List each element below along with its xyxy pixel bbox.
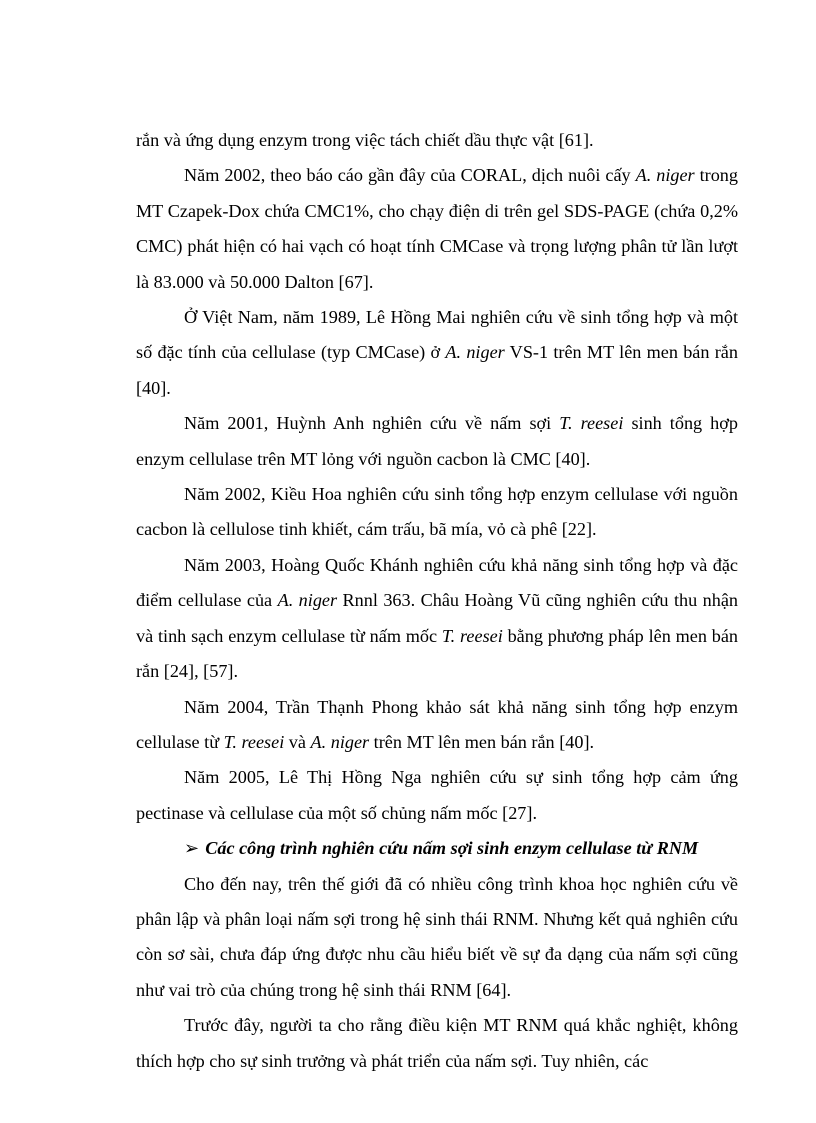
species-name: T. reesei — [441, 625, 503, 646]
paragraph-text: và — [284, 731, 311, 752]
paragraph-text: trong MT Czapek-Dox chứa CMC1%, cho chạy điện di trên gel SDS-PAGE (chứa 0,2% CMC) phát hiện có hai vạch có hoạt tính CMCase và trọng lượng phân tử lần lượt là 83.000 và 50.000 Dalton [67]. — [136, 165, 738, 292]
paragraph-text: Năm 2002, Kiều Hoa nghiên cứu sinh tổng hợp enzym cellulase với nguồn cacbon là cellulose tinh khiết, cám trấu, bã mía, vỏ cà phê [22]. — [136, 484, 738, 540]
species-name: T. reesei — [223, 731, 285, 752]
section-heading-text: Các công trình nghiên cứu nấm sợi sinh enzym cellulase từ RNM — [205, 838, 699, 859]
paragraph-text: Năm 2001, Huỳnh Anh nghiên cứu về nấm sợi — [184, 413, 560, 434]
paragraph-text: Năm 2002, theo báo cáo gần đây của CORAL, dịch nuôi cấy — [184, 165, 636, 186]
paragraph-text: Cho đến nay, trên thế giới đã có nhiều công trình khoa học nghiên cứu về phân lập và phân loại nấm sợi trong hệ sinh thái RNM. Nhưng kết quả nghiên cứu còn sơ sài, chưa đáp ứng được nhu cầu hiểu biết về sự đa dạng của nấm sợi cũng như vai trò của chúng trong hệ sinh thái RNM [64]. — [136, 873, 738, 1000]
paragraph — [136, 867, 738, 1009]
paragraph-text: Năm 2003, Hoàng Quốc Khánh nghiên cứu khả năng sinh tổng hợp và đặc điểm cellulase của — [136, 554, 738, 611]
species-name: A. niger — [635, 165, 695, 186]
paragraph — [136, 123, 738, 158]
species-name: A. niger — [310, 731, 370, 752]
paragraph — [136, 406, 738, 477]
paragraph-text: Rnnl 363. Châu Hoàng Vũ cũng nghiên cứu thu nhận và tinh sạch enzym cellulase từ nấm mốc — [136, 590, 738, 646]
paragraph — [136, 760, 738, 831]
paragraph-text: Năm 2005, Lê Thị Hồng Nga nghiên cứu sự sinh tổng hợp cảm ứng pectinase và cellulase của một số chủng nấm mốc [27]. — [136, 767, 738, 823]
body-text-before-heading — [136, 123, 738, 831]
paragraph — [136, 1008, 738, 1079]
paragraph-text: VS-1 trên MT lên men bán rắn [40]. — [136, 342, 738, 398]
paragraph-text: sinh tổng hợp enzym cellulase trên MT lỏng với nguồn cacbon là CMC [40]. — [136, 413, 738, 469]
arrow-bullet-icon: ➢ — [184, 838, 200, 859]
paragraph-text: Năm 2004, Trần Thạnh Phong khảo sát khả năng sinh tổng hợp enzym cellulase từ — [136, 696, 738, 752]
document-page — [136, 123, 738, 1079]
species-name: T. reesei — [559, 413, 624, 434]
species-name: A. niger — [445, 342, 505, 363]
paragraph — [136, 477, 738, 548]
paragraph-text: bằng phương pháp lên men bán rắn [24], [57]. — [136, 625, 738, 682]
paragraph-text: rắn và ứng dụng enzym trong việc tách chiết dầu thực vật [61]. — [136, 130, 594, 150]
paragraph — [136, 548, 738, 690]
species-name: A. niger — [277, 590, 338, 611]
section-heading — [136, 831, 738, 866]
paragraph-text: Ở Việt Nam, năm 1989, Lê Hồng Mai nghiên cứu về sinh tổng hợp và một số đặc tính của cellulase (typ CMCase) ở — [136, 307, 738, 363]
paragraph — [136, 158, 738, 300]
body-text-after-heading — [136, 867, 738, 1079]
paragraph-text: Trước đây, người ta cho rằng điều kiện MT RNM quá khắc nghiệt, không thích hợp cho sự sinh trưởng và phát triển của nấm sợi. Tuy nhiên, các — [136, 1015, 738, 1071]
paragraph — [136, 690, 738, 761]
paragraph-text: trên MT lên men bán rắn [40]. — [369, 731, 595, 752]
paragraph — [136, 300, 738, 406]
